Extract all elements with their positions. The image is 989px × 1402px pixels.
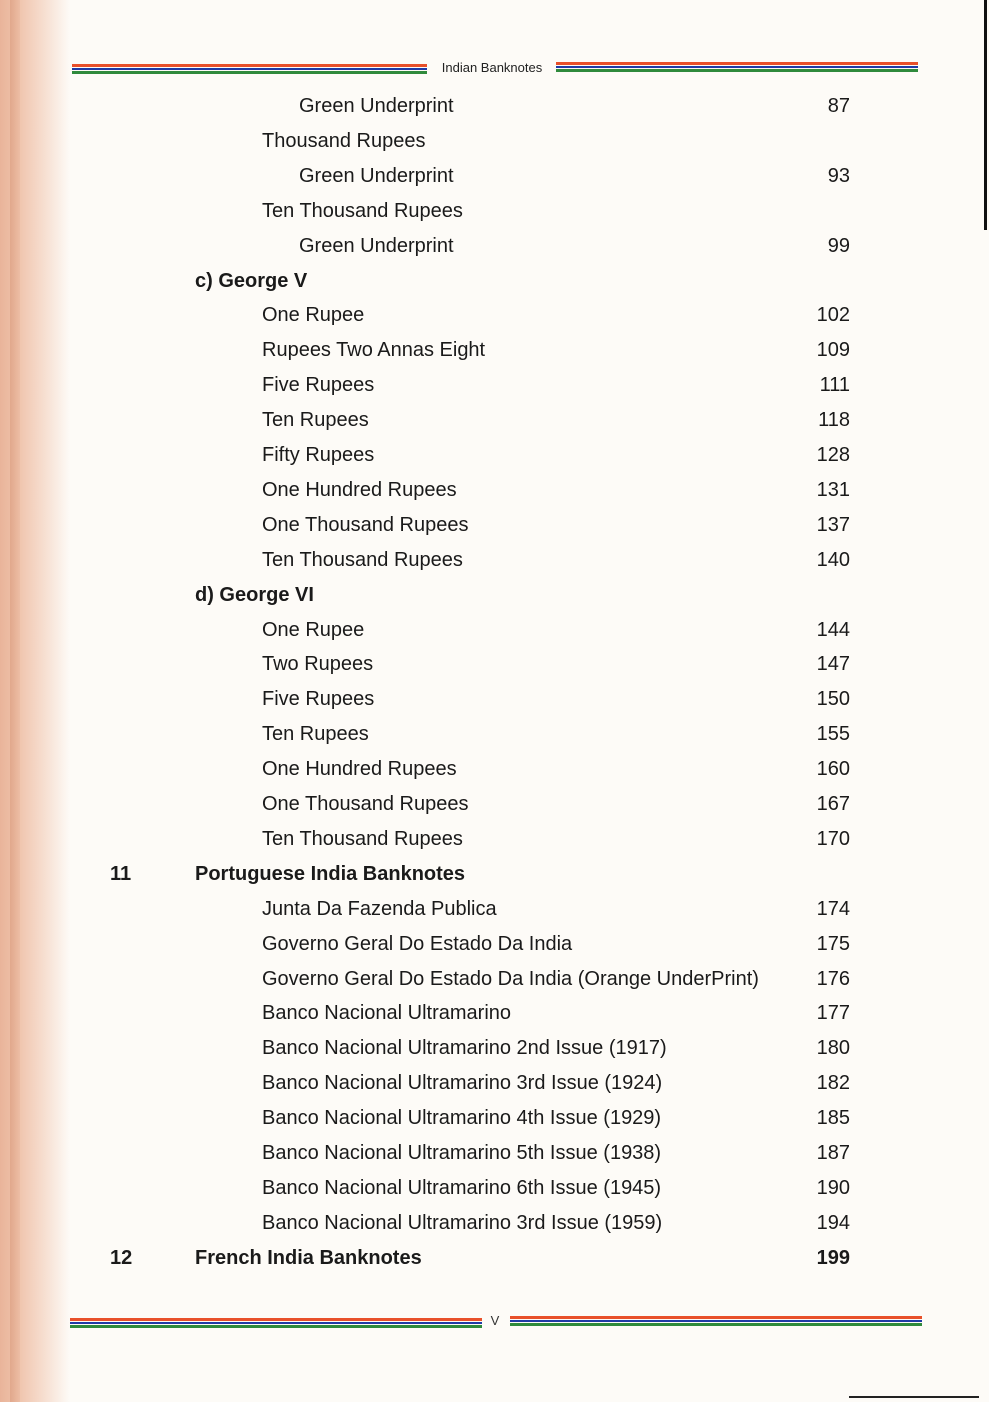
- toc-page-number: 128: [816, 444, 850, 466]
- header-rule-left: [72, 64, 427, 74]
- toc-page-number: 190: [816, 1176, 850, 1199]
- toc-page-number: 199: [816, 1246, 850, 1269]
- toc-entry: [0, 1247, 989, 1277]
- toc-section-title: d) George VI: [195, 583, 314, 606]
- toc-section-title: c) George V: [195, 269, 308, 292]
- toc-entry: [0, 1072, 989, 1102]
- toc-entry-label: Banco Nacional Ultramarino: [262, 1002, 512, 1025]
- toc-entry: [0, 374, 989, 404]
- toc-section-title: French India Banknotes: [195, 1246, 422, 1269]
- toc-entry: [0, 688, 989, 718]
- toc-entry-label: Ten Thousand Rupees: [262, 548, 463, 571]
- toc-section-title: Portuguese India Banknotes: [195, 862, 466, 885]
- toc-entry-label: Two Rupees: [262, 653, 374, 676]
- toc-page-number: 111: [819, 374, 850, 397]
- toc-entry-label: Banco Nacional Ultramarino 3rd Issue (1924): [262, 1072, 663, 1095]
- toc-entry: [0, 304, 989, 334]
- toc-entry-label: One Hundred Rupees: [262, 478, 457, 501]
- toc-entry-label: One Thousand Rupees: [262, 793, 469, 815]
- toc-entry-label: Green Underprint: [299, 164, 454, 187]
- toc-entry-label: Fifty Rupees: [262, 444, 375, 466]
- toc-entry-label: Ten Rupees: [262, 409, 369, 432]
- toc-entry-label: Five Rupees: [262, 374, 375, 397]
- toc-page-number: 160: [816, 758, 850, 781]
- toc-page-number: 109: [816, 339, 850, 362]
- toc-entry-label: Governo Geral Do Estado Da India (Orange UnderPrint): [262, 967, 759, 990]
- running-header-title: Indian Banknotes: [441, 60, 543, 75]
- toc-entry: [0, 549, 989, 579]
- toc-entry-label: Banco Nacional Ultramarino 5th Issue (1938): [262, 1142, 662, 1164]
- toc-page-number: 144: [816, 618, 850, 641]
- toc-page-number: 180: [816, 1037, 850, 1060]
- toc-entry-label: Five Rupees: [262, 688, 375, 711]
- toc-page-number: 174: [816, 897, 850, 920]
- toc-entry-label: Rupees Two Annas Eight: [262, 339, 486, 362]
- toc-entry-label: One Rupee: [262, 304, 365, 327]
- toc-entry-label: Banco Nacional Ultramarino 6th Issue (1945): [262, 1176, 662, 1199]
- toc-entry-label: One Hundred Rupees: [262, 758, 457, 781]
- toc-entry: [0, 793, 989, 823]
- toc-entry: [0, 723, 989, 753]
- toc-page-number: 150: [816, 688, 850, 711]
- toc-entry: [0, 1177, 989, 1207]
- toc-entry: [0, 968, 989, 998]
- toc-entry: [0, 863, 989, 893]
- footer-rule-right: [510, 1316, 922, 1326]
- toc-entry: [0, 828, 989, 858]
- toc-entry: [0, 270, 989, 300]
- footer-rule-left: [70, 1318, 482, 1328]
- toc-entry: [0, 95, 989, 125]
- toc-page-number: 87: [827, 95, 850, 117]
- toc-page-number: 99: [827, 234, 850, 257]
- toc-page-number: 131: [816, 478, 850, 501]
- toc-entry-label: Ten Thousand Rupees: [262, 199, 463, 222]
- toc-entry: [0, 1037, 989, 1067]
- toc-entry: [0, 1142, 989, 1172]
- toc-page-number: 137: [816, 513, 850, 536]
- toc-entry-label: Ten Rupees: [262, 723, 369, 746]
- toc-entry: [0, 1002, 989, 1032]
- scan-bottom-mark: [849, 1396, 979, 1398]
- toc-page-number: 170: [816, 827, 850, 850]
- chapter-number: 12: [110, 1246, 133, 1269]
- toc-page-number: 155: [816, 723, 850, 746]
- toc-entry-label: Green Underprint: [299, 234, 454, 257]
- toc-page-number: 185: [816, 1107, 850, 1130]
- toc-page-number: 140: [816, 548, 850, 571]
- header-rule-right: [556, 62, 918, 72]
- toc-page-number: 187: [816, 1142, 850, 1164]
- toc-entry-label: Governo Geral Do Estado Da India: [262, 932, 573, 955]
- toc-entry: [0, 653, 989, 683]
- toc-entry: [0, 130, 989, 160]
- toc-entry-label: Thousand Rupees: [262, 129, 426, 152]
- toc-entry: [0, 514, 989, 544]
- toc-page-number: 118: [818, 409, 850, 432]
- toc-entry: [0, 584, 989, 614]
- toc-entry-label: Banco Nacional Ultramarino 2nd Issue (1917): [262, 1037, 667, 1060]
- toc-page-number: 167: [816, 793, 850, 815]
- toc-page-number: 102: [816, 304, 850, 327]
- toc-page-number: 147: [816, 653, 850, 676]
- toc-entry: [0, 165, 989, 195]
- toc-page-number: 176: [816, 967, 850, 990]
- toc-entry: [0, 200, 989, 230]
- toc-entry: [0, 1212, 989, 1242]
- chapter-number: 11: [110, 862, 132, 885]
- toc-page-number: 194: [816, 1211, 850, 1234]
- toc-entry-label: Junta Da Fazenda Publica: [262, 897, 497, 920]
- toc-page-number: 175: [816, 932, 850, 955]
- toc-entry-label: One Rupee: [262, 618, 365, 641]
- toc-entry: [0, 1107, 989, 1137]
- toc-entry-label: One Thousand Rupees: [262, 513, 469, 536]
- toc-entry: [0, 339, 989, 369]
- toc-entry: [0, 479, 989, 509]
- toc-page-number: 93: [827, 164, 850, 187]
- page-number: V: [490, 1313, 500, 1328]
- toc-entry: [0, 758, 989, 788]
- toc-entry-label: Banco Nacional Ultramarino 3rd Issue (1959): [262, 1211, 663, 1234]
- toc-entry: [0, 235, 989, 265]
- toc-entry-label: Ten Thousand Rupees: [262, 827, 463, 850]
- toc-entry-label: Green Underprint: [299, 95, 454, 117]
- toc-page-number: 182: [816, 1072, 850, 1095]
- toc-entry: [0, 898, 989, 928]
- toc-entry: [0, 619, 989, 649]
- toc-page-number: 177: [816, 1002, 850, 1025]
- toc-entry: [0, 933, 989, 963]
- toc-entry: [0, 409, 989, 439]
- toc-entry: [0, 444, 989, 474]
- toc-entry-label: Banco Nacional Ultramarino 4th Issue (1929): [262, 1107, 662, 1130]
